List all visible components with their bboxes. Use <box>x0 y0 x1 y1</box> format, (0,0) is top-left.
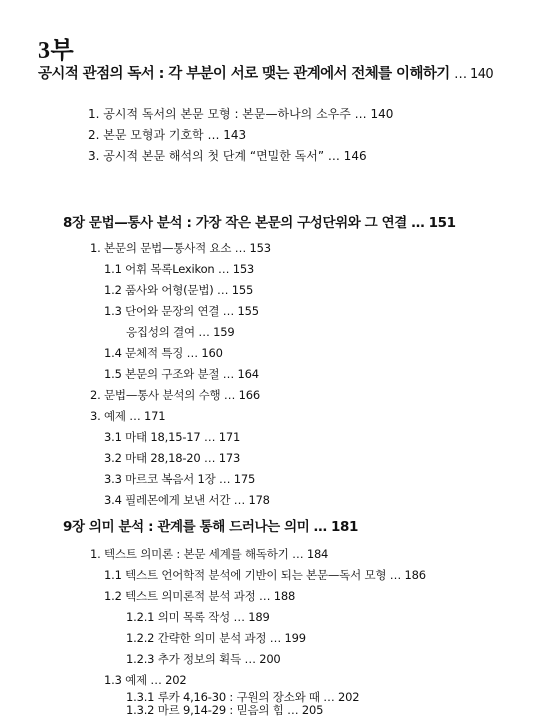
toc-entry: 1.2.1 의미 목록 작성 … 189 <box>126 610 270 624</box>
chapter-8-title: 8장 문법—통사 분석 : 가장 작은 본문의 구성단위와 그 연결 … 151 <box>63 215 456 231</box>
part-item: 1. 공시적 독서의 본문 모형 : 본문—하나의 소우주 … 140 <box>88 107 394 121</box>
toc-entry: 3.2 마태 28,18-20 … 173 <box>104 451 241 465</box>
toc-entry: 1.1 어휘 목록Lexikon … 153 <box>104 262 255 276</box>
toc-entry: 3. 예제 … 171 <box>90 409 166 423</box>
toc-entry: 1. 텍스트 의미론 : 본문 세계를 해독하기 … 184 <box>90 547 329 561</box>
toc-entry: 3.3 마르코 복음서 1장 … 175 <box>104 472 256 486</box>
toc-entry: 응집성의 결여 … 159 <box>126 325 235 339</box>
part-subtitle <box>38 62 493 83</box>
part-subtitle-page: … 140 <box>454 67 494 82</box>
toc-entry: 1.2 품사와 어형(문법) … 155 <box>104 283 254 297</box>
toc-entry: 1. 본문의 문법—통사적 요소 … 153 <box>90 241 271 255</box>
toc-entry: 1.3 예제 … 202 <box>104 673 187 687</box>
part-list <box>88 104 393 167</box>
toc-entry: 1.3 단어와 문장의 연결 … 155 <box>104 304 259 318</box>
toc-entry: 1.3.1 루카 4,16-30 : 구원의 장소와 때 … 202 <box>126 690 360 704</box>
toc-entry: 1.2 텍스트 의미론적 분석 과정 … 188 <box>104 589 296 603</box>
toc-entry: 1.2.3 추가 정보의 획득 … 200 <box>126 652 281 666</box>
toc-entry: 2. 문법—통사 분석의 수행 … 166 <box>90 388 260 402</box>
part-item: 2. 본문 모형과 기호학 … 143 <box>88 128 247 142</box>
toc-entry: 1.4 문체적 특징 … 160 <box>104 346 223 360</box>
toc-entry: 3.4 필레몬에게 보낸 서간 … 178 <box>104 493 270 507</box>
toc-entry: 1.5 본문의 구조와 분절 … 164 <box>104 367 259 381</box>
toc-entry: 3.1 마태 18,15-17 … 171 <box>104 430 241 444</box>
chapter-9-title: 9장 의미 분석 : 관계를 통해 드러나는 의미 … 181 <box>63 519 359 535</box>
part-item: 3. 공시적 본문 해석의 첫 단계 “면밀한 독서” … 146 <box>88 149 367 163</box>
toc-entry: 1.1 텍스트 언어학적 분석에 기반이 되는 본문—독서 모형 … 186 <box>104 568 426 582</box>
toc-entry: 1.2.2 간략한 의미 분석 과정 … 199 <box>126 631 306 645</box>
toc-entry: 1.3.2 마르 9,14-29 : 믿음의 힘 … 205 <box>126 703 324 717</box>
part-title: 3부 <box>38 38 75 64</box>
part-subtitle-text: 공시적 관점의 독서 : 각 부분이 서로 맺는 관계에서 전체를 이해하기 <box>38 66 450 82</box>
